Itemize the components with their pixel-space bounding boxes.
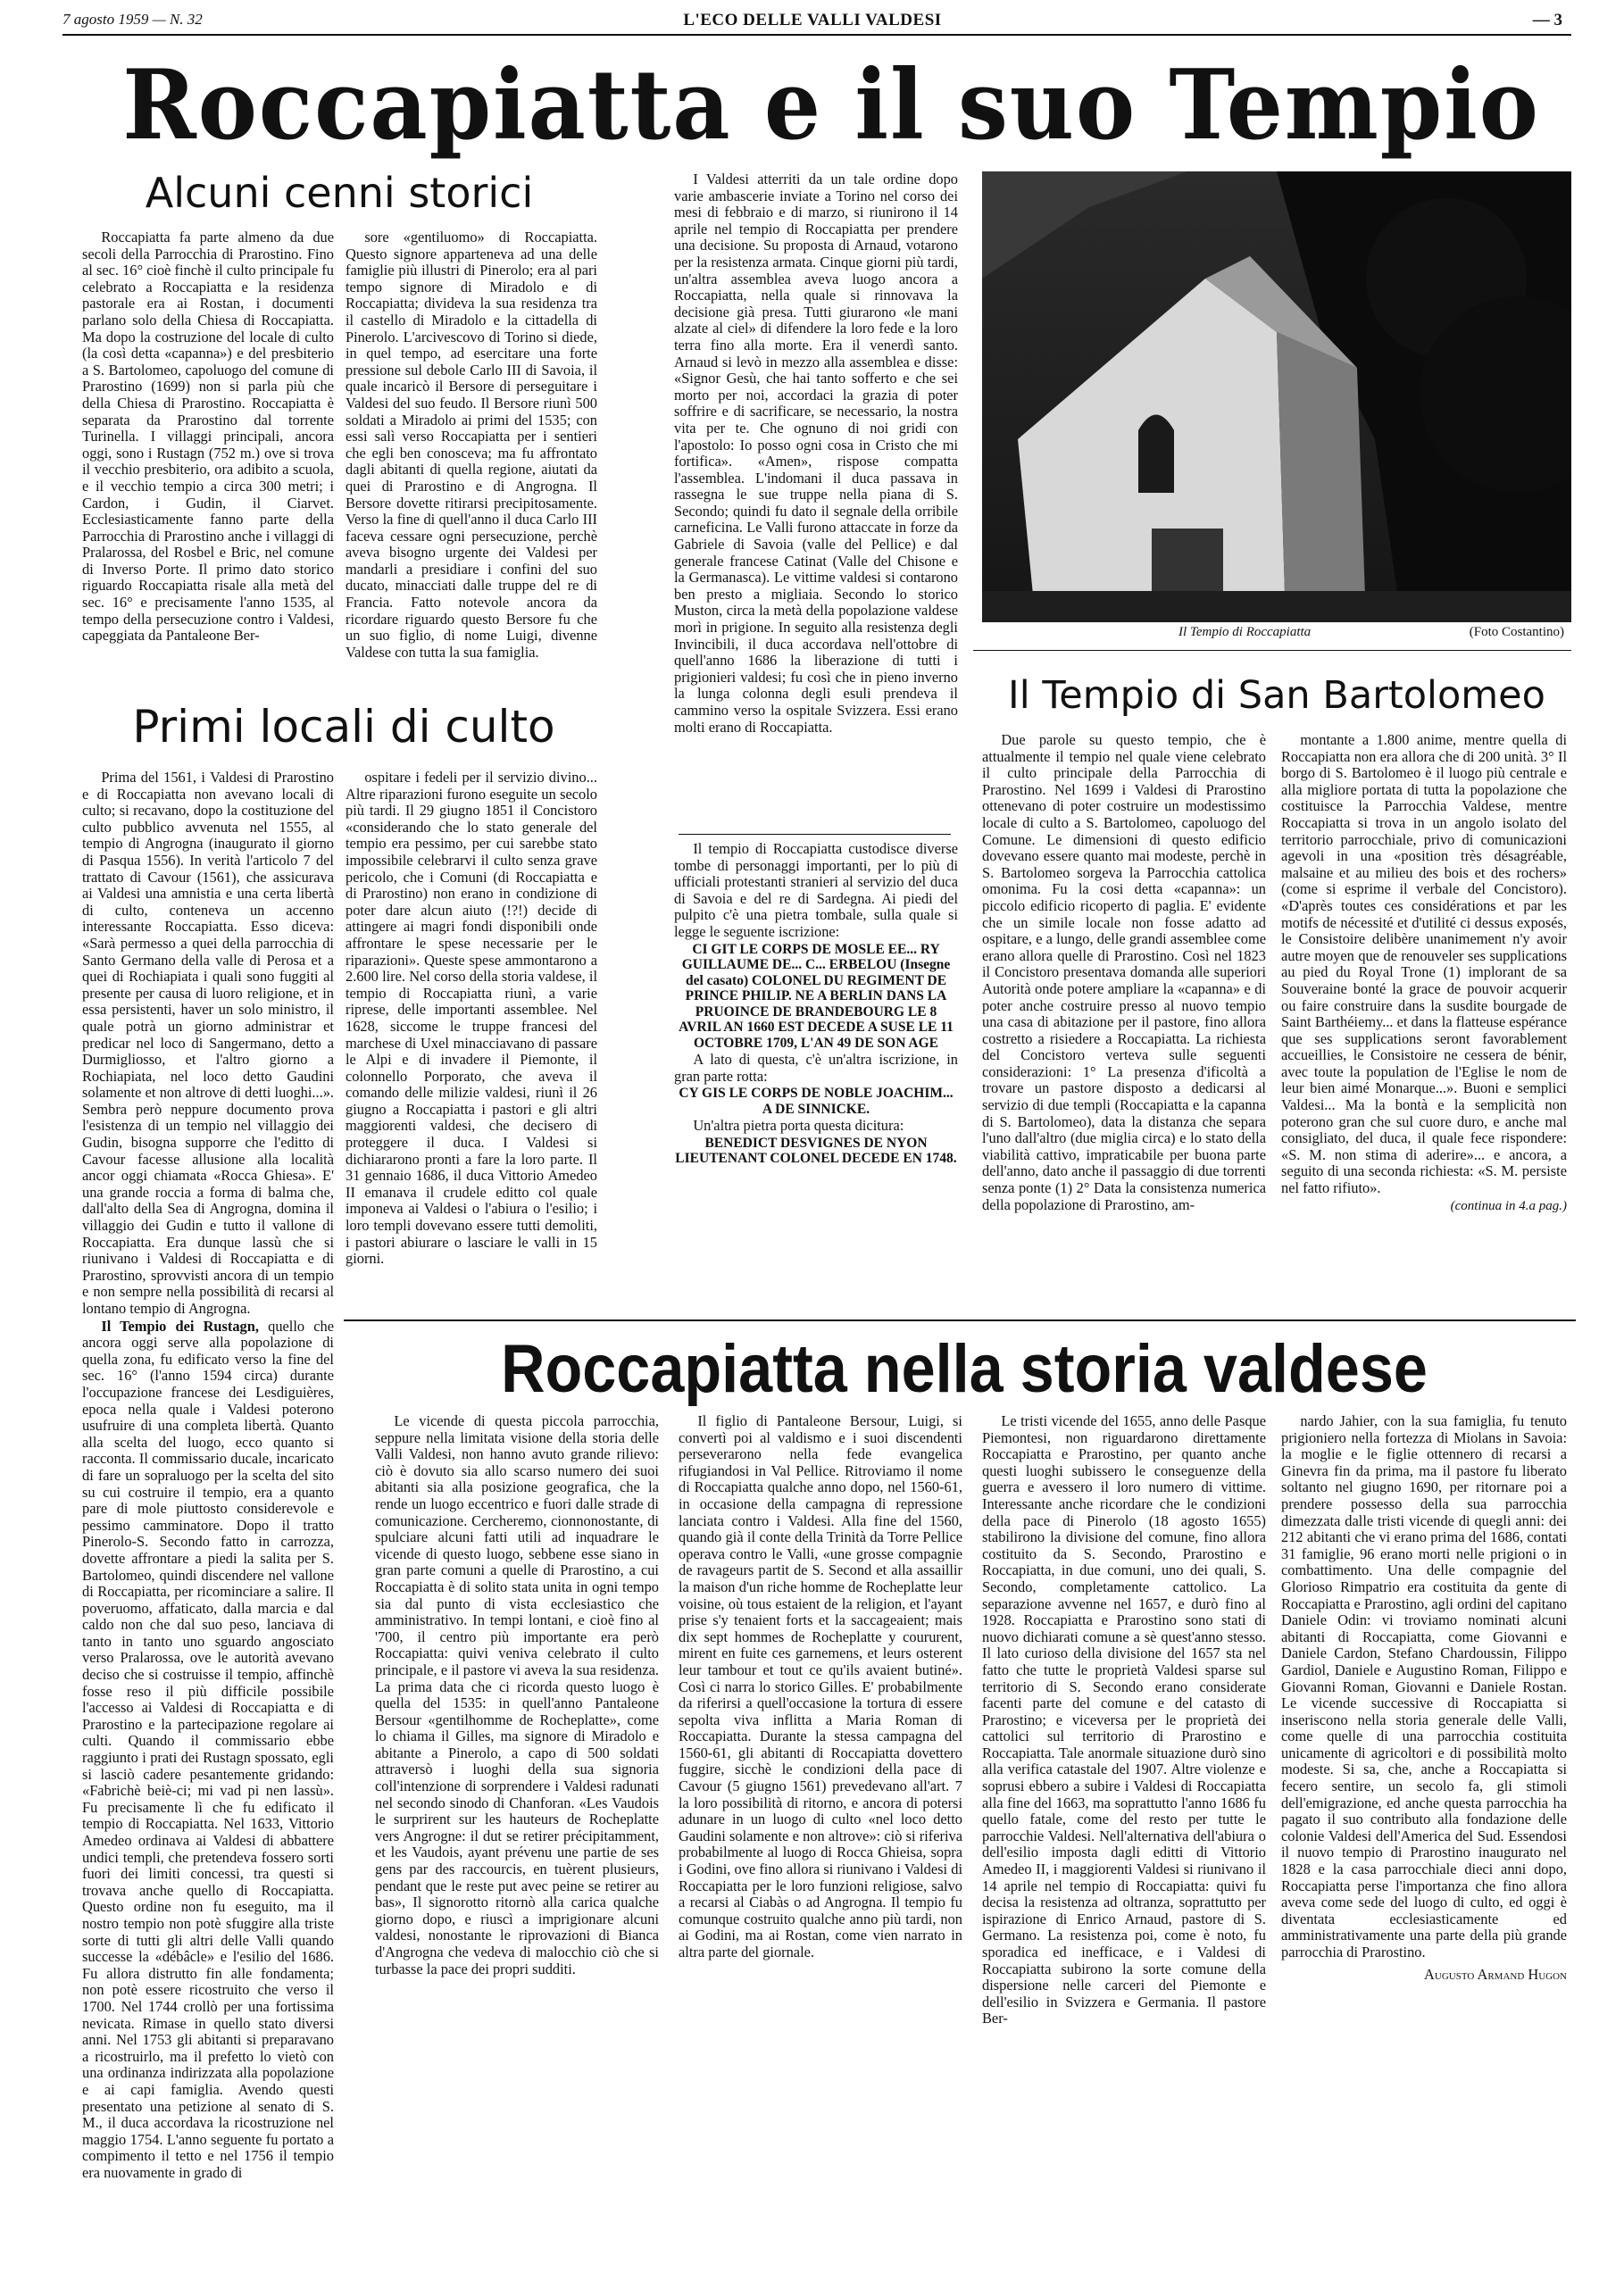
primi-column-2: ospitare i fedeli per il servizio divino... Altre riparazioni furono eseguite un secolo più tardi. Il 29 giugno 1851 il Concistoro «considerando che lo stato generale del tempio era pessimo, per cui sarebbe stato impossibile celebrarvi il culto senza grave pericolo, che i Comuni (di Roccapiatta e di Prarostino) non erano in condizione di poter dare alcun aiuto (!?!) decide di attingere ai magri fondi disponibili onde affrontare le spese necessarie per le riparazioni». Queste spese ammontarono a 2.600 lire. Nel corso della storia valdese, il tempio di Roccapiatta riunì, a varie riprese, delle importanti assemblee. Nel 1628, siccome le truppe francesi del marchese di Uxel minacciavano di passare le Alpi e di invadere il Piemonte, il colonnello Porporato, che aveva il comando delle milizie valdesi, riunì il 26 giugno a Roccapiatta i pastori e gli altri maggiorenti valdesi, che decisero di proteggere il duca. I Valdesi si dichiararono pronti a fare la loro parte. Il 31 gennaio 1686, il duca Vittorio Amedeo II emanava il crudele editto col quale imponeva ai Valdesi o l'abiura o l'esilio; i loro templi dovevano essere tutti demoliti, i pastori abiurare o lasciare le valli in 15 giorni. [346,770,597,1268]
masthead-rule [62,34,1571,36]
photo-tempio-roccapiatta [982,171,1571,622]
storia-column-4: nardo Jahier, con la sua famiglia, fu tenuto prigioniero nella fortezza di Miolans in Savoia: la moglie e le figlie ottennero di recarsi a Ginevra fin da prima, ma il pastore fu liberato soltanto nel giugno 1690, per ritornare poi a prendere possesso della sua parrocchia dimezzata dalle tristi vicende di quegli anni: dei 212 abitanti che vi erano prima del 1686, contati 31 famiglie, 96 erano morti nelle prigioni o in combattimento. Una delle compagnie del Glorioso Rimpatrio era costituita da gente di Roccapiatta e Prarostino, agli ordini del capitano Daniele Odin: vi troviamo nominati alcuni abitanti di Roccapiatta, come Giovanni e Daniele Cardon, Stefano Chardoussin, Filippo Gardiol, Daniele e Augustino Roman, Filippo e Giovanni Roman, Giovanni e Daniele Rostan. Le vicende successive di Roccapiatta si inseriscono nella storia generale delle Valli, come quelle di una parrocchia costituita unicamente di agricoltori e di possibilità molto modeste. Si sa, che, anche a Roccapiatta si fecero sentire, un secolo fa, gli stimoli dell'emigrazione, ed anche questa parrocchia ha pagato il suo contributo alla fondazione delle colonie Valdesi dell'America del Sud. Essendosi il nuovo tempio di Prarostino inaugurato nel 1828 e la casa parrocchiale dieci anni dopo, Roccapiatta perse l'importanza che fino allora aveva come sede del luogo di culto, ed oggi è diventata ecclesiasticamente ed amministrativamente una parte della più grande parrocchia di Prarostino. Augusto Armand Hugon [1281,1413,1567,1983]
photo-bottom-rule [973,650,1571,651]
storia-column-3: Le tristi vicende del 1655, anno delle Pasque Piemontesi, non riguardarono direttamente Roccapiatta e Prarostino, per quanto anche questi luoghi subissero le conseguenze della guerra e avessero il loro numero di vittime. Interessante anche ricordare che le condizioni della pace di Pinerolo (18 agosto 1655) stabilirono la divisione del comune, fino allora costituito da S. Secondo, Prarostino e Roccapiatta, in due comuni, uno dei quali, S. Secondo, completamente cattolico. La separazione avvenne nel 1657, e durò fino al 1928. Roccapiatta e Prarostino sono stati di nuovo dichiarati comune a sè quest'anno stesso. Il lato curioso della divisione del 1657 sta nel fatto che tutte le proprietà Valdesi sparse sul territorio di S. Secondo erano considerate facenti parte del comune e del catasto di Prarostino; e viceversa per le proprietà dei cattolici sul territorio di Prarostino e Roccapiatta. Tale anormale situazione durò sino alla verifica catastale del 1907. Altre violenze e soprusi ebbero a subire i Valdesi di Roccapiatta alla fine del 1663, ma soprattutto l'anno 1686 fu quello fatale, come del resto per tutte le parrocchie Valdesi. Nell'alternativa dell'abiura o dell'esilio imposta dagli editti di Vittorio Amedeo II, i maggiorenti Valdesi si riunivano il 14 aprile nel tempio di Roccapiatta: quivi fu decisa la resistenza ad oltranza, soprattutto per ispirazione di Enrico Arnaud, pastore di S. Germano. La resistenza poi, come è noto, fu sporadica ed inefficace, e i Valdesi di Roccapiatta subirono la sorte comune della dispersione nelle carceri del Piemonte e dell'esilio in Svizzera e Germania. Il pastore Ber- [982,1413,1266,2027]
storia-column-1: Le vicende di questa piccola parrocchia, seppure nella limitata visione della storia delle Valli Valdesi, non hanno avuto grande rilievo: ciò è dovuto sia allo scarso numero dei suoi abitanti sia alla posizione geografica, che la rende un luogo eccentrico e fuori dalle strade di comunicazione. Cercheremo, cionnonostante, di spulciare alcuni fatti utili ad inquadrare le vicende di questo luogo, sebbene esse siano in gran parte comuni a quelle di Prarostino, a cui Roccapiatta è di solito stata unita in ogni tempo sia dal punto di vista ecclesiastico che amministrativo. In tempi lontani, e cioè fino al '700, il centro più importante era però Roccapiatta: quivi veniva celebrato il culto principale, e il pastore vi aveva la sua residenza. La prima data che ci ricorda questo luogo è quella del 1535: in quell'anno Pantaleone Bersour «gentilhomme de Rocheplatte», come lo chiama il Gilles, ma signore di Miradolo e abitante a Pinerolo, a capo di 500 soldati attraversò i luoghi della sua signoria coll'intenzione di sorprendere i Valdesi radunati nel secondo sinodo di Chanforan. «Les Vaudois le surprirent sur les hauteurs de Rocheplatte vers Angrogne: il dut se retirer précipitamment, et les Vaudois, ayant prévenu une partie de ses gens par des raccourcis, en tuèrent plusieurs, pendant que le reste put avec peine se retirer au bas», Il signorotto ritornò alla carica qualche giorno dopo, e riuscì a imprigionare alcuni valdesi, nonostante le riprovazioni di Bianca d'Angrogna che vedeva di malocchio ciò che si turbasse la pace dei propri sudditi. [375,1413,659,1977]
newspaper-name: L'ECO DELLE VALLI VALDESI [683,11,942,29]
storia-top-rule [344,1319,1576,1321]
tomb-inscription-2: CY GIS LE CORPS DE NOBLE JOACHIM... A DE SINNICKE. [679,1086,954,1117]
cenni-column-1: Roccapiatta fa parte almeno da due secoli della Parrocchia di Prarostino. Fino al sec. 16° cioè finchè il culto principale fu celebrato a Roccapiatta e la residenza pastorale era ai Rostan, i documenti parlano solo della Chiesa di Roccapiatta. Ma dopo la costruzione del locale di culto (la così detta «capanna») e del presbiterio a S. Bartolomeo, capoluogo del comune di Prarostino (1699) non si parla più che della Chiesa di Prarostino. Roccapiatta è separata da Prarostino dal torrente Turinella. I villaggi principali, ancora oggi, sono i Rustagn (752 m.) ove si trova il vecchio presbiterio, ora adibito a scuola, e il vecchio tempio a circa 300 metri; i Cardon, i Gudin, il Ciarvet. Ecclesiasticamente fanno parte della Parrocchia di Prarostino anche i villaggi di Pralarossa, del Rosbel e Bric, nel comune di Inverso Porte. Il primo dato storico riguardo Roccapiatta risale alla metà del sec. 16° e precisamente l'anno 1535, al tempo della persecuzione contro i Valdesi, capeggiata da Pantaleone Ber- [82,229,334,645]
tomb-inscription-1: CI GIT LE CORPS DE MOSLE EE... RY GUILLAUME DE... C... ERBELOU (Insegne del casato) COLONEL DU REGIMENT DE PRINCE PHILIP. NE A BERLIN DANS LA PRUOINCE DE BRANDEBOURG LE 8 AVRIL AN 1660 EST DECEDE A SUSE LE 11 OCTOBRE 1709, L'AN 49 DE SON AGE [679,941,954,1051]
bartolomeo-column-2: montante a 1.800 anime, mentre quella di Roccapiatta non era allora che di 200 unità. 3° Il borgo di S. Bartolomeo è il luogo più centrale e alla migliore portata di tutta la popolazione che costituisce la Parrocchia Valdese, mentre Roccapiatta si trova in un angolo isolato del territorio parrocchiale, privo di comunicazioni agevoli in una «position très désagréable, malsaine et au milieu des bois et des rochers» (come si esprime il verbale del Concistoro). «D'après toutes ces considérations et par les motifs de nécessité et d'utilité ci dessus exposés, le Consistoire delibère unanimement n'y avoir autre moyen que de renouveler ses supplications au pied du Royal Trone (1) implorant de sa Souveraine bonté la grace de pouvoir acquerir ou faire construire dans la susdite bourgade de Saint Barthéiemy... et dans la flatteuse espérance que ses supplications seront favorablement accueillies, le Consistoire ne cessera de bénir, avec toute la population de l'Eglise le nom de leur bien aimé Monarque...». Buoni e semplici Valdesi... Ma la bontà e la semplicità non poterono gran che sul cuore duro, e anche mal consigliato, del duca, il quale fece rispondere: «S. M. non stima di aderire»... e ancora, a seguito di una seconda richiesta: «S. M. persiste nel fatto rifiuto». (continua in 4.a pag.) [1281,732,1567,1213]
photo-credit: (Foto Costantino) [1469,625,1564,639]
primi-column-1: Prima del 1561, i Valdesi di Prarostino e di Roccapiatta non avevano locali di culto; si recavano, dopo la costituzione del culto pubblico avvenuta nel 1555, al tempio di Angrogna (inaugurato il giorno di Pasqua 1556). In verità l'articolo 7 del trattato di Cavour (1561), che assicurava ai Valdesi una amnistia e una certa libertà di culto, conteneva un accenno interessante Roccapiatta. Esso diceva: «Sarà permesso a quei della parrocchia di Santo Germano della valle di Perosa et a quei di Rochiapiata i quali sono fuggiti al presente per causa di luoro religione, et in essa persistenti, haver un solo ministro, il quale potrà un giorno administrar et predicar nel loco di Sangermano, detto a Durmigliosso, et l'altro giorno a Rochiapiata, nel loco detto Gaudini solamente et non altrove di detti luoghi...». Sembra però neppure documento prova l'esistenza di un tempio nel villaggio dei Gudin, bisogna supporre che l'editto di Cavour facesse allusione alla località ancor oggi chiamata «Rocca Ghiesa». E' una grande roccia a forma di balma che, dall'alto della Sea di Angrogna, domina il villaggio dei Gudin e tutto il vallone di Roccapiatta. Era dunque lassù che si riunivano i Valdesi di Roccapiatta e di Prarostino, sprovvisti ancora di un tempio e non sempre nella possibilità di recarsi al lontano tempio di Angrogna. Il Tempio dei Rustagn, quello che ancora oggi serve alla popolazione di quella zona, fu edificato verso la fine del sec. 16° (l'anno 1594 circa) durante l'occupazione francese dei Lesdiguières, epoca nella quale i Valdesi poterono usufruire di una completa libertà. Quanto alla scelta del luogo, ecco quanto si racconta. Il commissario ducale, incaricato di fare un sopraluogo per la scelta del sito su cui costruire il tempio, era a quanto pare di mole piuttosto considerevole e pessimo camminatore. Dopo il tratto Pinerolo-S. Secondo fatto in carrozza, dovette affrontare a piedi la salita per S. Bartolomeo, quindi discendere nel vallone di Roccapiatta, per ricominciare a salire. Il poveruomo, affaticato, dalla marcia e dal caldo non che dal suo peso, lanciava di tanto in tanto uno sguardo angosciato verso Pralarossa, ove le autorità avevano deciso che si costruisse il tempio, affinchè fosse reso il più difficile possibile l'accesso ai Valdesi di Roccapiatta e di Prarostino e la partecipazione regolare ai culti. Quando il commissario ebbe raggiunto i prati dei Rustagn spossato, egli si lasciò cadere pesantemente gridando: «Fabrichè beiè-ci; mi vad pi nen lassù». Fu precisamente lì che fu edificato il tempio di Roccapiatta. Nel 1633, Vittorio Amedeo ordinava ai Valdesi di abbattere undici templi, che pretendeva fossero sorti fuori dei limiti concessi, tra questi si trovava anche quello di Roccapiatta. Questo ordine non fu eseguito, ma il nostro tempio non potè sfuggire alla triste sorte di tutti gli altri delle Valli quando successe la «débâcle» e l'esilio del 1686. Fu allora distrutto fin alle fondamenta; non potè essere ricostruito che verso il 1700. Nel 1744 crollò per una fortissima nevicata. Rimase in quello stato diversi anni. Nel 1753 gli abitanti si preparavano a ricostruirlo, ma il prefetto lo vietò con una ordinanza indirizzata alla popolazione e ai capi famiglia. Avendo questi presentato una petizione al senato di S. M., il duca accordava la ricostruzione nel maggio 1754. L'anno seguente fu portato a compimento il tetto e nel 1756 il tempio era nuovamente in grado di [82,770,334,2181]
church-photo-graphic [982,171,1571,622]
bartolomeo-column-1: Due parole su questo tempio, che è attualmente il tempio nel quale viene celebrato il culto principale della Parrocchia di Prarostino. Nel 1699 i Valdesi di Prarostino ottenevano di poter costruire un modestissimo locale di culto a S. Bartolomeo, capoluogo del Comune. Le dimensioni di questo edificio dovevano essere quanto mai modeste, perchè in S. Bartolomeo sorgeva la Parrocchia cattolica omonima. Fu la cosi detta «capanna»: un piccolo edificio ricoperto di paglia. E' evidente che un simile locale non fosse adatto ad ospitare, e a lungo, delle grandi assemblee come erano allora quelle di Prarostino. Così nel 1823 il Concistoro presentava domanda alle superiori Autorità onde potere ampliare la «capanna» e di poter anche costruire presso al nuovo tempio una casa di abitazione per il pastore, fino allora costretto a risiedere a Roccapiatta. La richiesta del Concistoro verteva sulle seguenti considerazioni: 1° La presenza d'ificoltà a trovare un pastore disposto a dedicarsi al servizio di due templi (Roccapiatta e la capanna di S. Bartolomeo), data la distanza che separa l'uno dall'altro (due miglia circa) e lo stato della viabilità cattivo, impraticabile per buona parte dell'anno, dato anche il passaggio di due torrenti senza ponte (1) 2° Data la consistenza numerica della popolazione di Prarostino, am- [982,732,1266,1213]
author-signature: Augusto Armand Hugon [1424,1965,1567,1983]
heading-storia-valdese: Roccapiatta nella storia valdese [501,1331,1428,1407]
continued-note: (continua in 4.a pag.) [1450,1198,1567,1213]
heading-san-bartolomeo: Il Tempio di San Bartolomeo [1008,673,1545,718]
middle-divider [679,834,951,835]
heading-primi-locali: Primi locali di culto [132,701,555,753]
tomb-inscription-3: BENEDICT DESVIGNES DE NYON LIEUTENANT COLONEL DECEDE EN 1748. [675,1135,957,1167]
middle-column-top: I Valdesi atterriti da un tale ordine dopo varie ambascerie inviate a Torino nel corso dei mesi di febbraio e di marzo, si riunirono il 14 aprile nel tempio di Roccapiatta per prendere una decisione. Su proposta di Arnaud, votarono per la resistenza armata. Cinque giorni più tardi, un'altra assemblea aveva luogo ancora a Roccapiatta, nella quale si rinnovava la decisione già presa. Tutti giurarono «le mani alzate al ciel» di difendere la loro fede e la loro terra fino alla morte. Era il venerdì santo. Arnaud si levò in mezzo alla assemblea e disse: «Signor Gesù, che hai tanto sofferto e che sei morto per noi, accordaci la grazia di poter soffrire e di sacrificare, se necessario, la nostra vita per te. Che ognuno di noi gridi con l'apostolo: Io posso ogni cosa in Cristo che mi fortifica». «Amen», rispose compatta l'assemblea. L'indomani il duca passava in rassegna le sue truppe nella piana di S. Secondo; quindi fu dato il segnale della orribile carneficina. Le Valli furono attaccate in forze da Gabriele di Savoia (valle del Pellice) e dal generale francese Catinat (Valle del Chisone e la Germanasca). Le vittime valdesi si contarono ben presto a migliaia. Secondo lo storico Muston, circa la metà della popolazione valdese morì in prigione. In seguito alla resistenza degli Invincibili, il duca accordava nell'ottobre di quell'anno 1686 la liberazione di tutti i prigionieri valdesi; fu così che in pieno inverno la lunga colonna degli esuli prendeva il cammino verso la ospitale Svizzera. Essi erano molti erano di Roccapiatta. [674,171,958,736]
caption-text: Il Tempio di Roccapiatta [1178,625,1312,639]
main-title: Roccapiatta e il suo Tempio [122,49,1540,162]
page-number: — 3 [1532,11,1562,29]
storia-column-2: Il figlio di Pantaleone Bersour, Luigi, si convertì poi al valdismo e i suoi discendenti perseverarono nella fede evangelica rifugiandosi in Val Pellice. Ritroviamo il nome di Roccapiatta qualche anno dopo, nel 1560-61, in occasione della campagna di repressione lanciata contro i Valdesi. Alla fine del 1560, quando già il conte della Trinità da Torre Pellice operava contro le Valli, «une grosse compagnie de ravageurs partit de S. Second et alla assaillir la maison d'un riche homme de Rocheplatte leur voisine, où tous estaient de la religion, et l'ayant prise s'y tenaient forts et la saccageaient; mais dix sept hommes de Rocheplatte y coururent, mirent en fuite ces garnemens, et leurs osterent leur tambour et tout ce qu'ils avaient butiné». Così ci narra lo storico Gilles. E' probabilmente da riferirsi a quell'occasione la tortura di essere sepolta viva inflitta a Maria Roman di Roccapiatta. Durante la stessa campagna del 1560-61, gli abitanti di Roccapiatta dovettero fuggire, sicchè le condizioni della pace di Cavour (5 giugno 1561) prevedevano all'art. 7 la loro possibilità di ritorno, e ancora di potersi adunare in un luogo di culto «nel loco detto Gaudini solamente e non altrove»: ciò si riferiva probabilmente al luogo di Rocca Ghieisa, sopra i Godini, ove fino allora si riunivano i Valdesi di Roccapiatta per le loro funzioni religiose, salvo a recarsi al Ciabàs o ad Angrogna. Il tempio fu comunque costruito qualche anno più tardi, non ai Godini, ma ai Rostan, come vien narrato in altra parte del giornale. [679,1413,962,1960]
heading-cenni-storici: Alcuni cenni storici [145,169,534,217]
tempio-rustagn-lead: Il Tempio dei Rustagn, [101,1317,259,1335]
issue-date: 7 agosto 1959 — N. 32 [62,11,203,28]
middle-column-bottom: Il tempio di Roccapiatta custodisce diverse tombe di personaggi importanti, per lo più di ufficiali protestanti stranieri al servizio del duca di Savoia e del re di Sardegna. Ai piedi del pulpito c'è una pietra tombale, sulla quale si legge le seguente iscrizione: CI GIT LE CORPS DE MOSLE EE... RY GUILLAUME DE... C... ERBELOU (Insegne del casato) COLONEL DU REGIMENT DE PRINCE PHILIP. NE A BERLIN DANS LA PRUOINCE DE BRANDEBOURG LE 8 AVRIL AN 1660 EST DECEDE A SUSE LE 11 OCTOBRE 1709, L'AN 49 DE SON AGE A lato di questa, c'è un'altra iscrizione, in gran parte rotta: CY GIS LE CORPS DE NOBLE JOACHIM... A DE SINNICKE. Un'altra pietra porta questa dicitura: BENEDICT DESVIGNES DE NYON LIEUTENANT COLONEL DECEDE EN 1748. [674,841,958,1167]
cenni-column-2: sore «gentiluomo» di Roccapiatta. Questo signore apparteneva ad una delle famiglie più illustri di Pinerolo; era al pari tempo signore di Miradolo e di Roccapiatta; divideva la sua residenza tra il castello di Miradolo e la cittadella di Pinerolo. L'arcivescovo di Torino si diede, in quel tempo, ad esercitare una forte pressione sul debole Carlo III di Savoia, il quale incaricò il Bersore di perseguitare i Valdesi del suo feudo. Il Bersore riunì 500 soldati a Miradolo ai primi del 1535; con essi salì verso Roccapiatta per i sentieri che egli ben conosceva; ma fu affrontato dagli abitanti di quella regione, aiutati da quei di Prarostino e di Angrogna. Il Bersore dovette ritirarsi precipitosamente. Verso la fine di quell'anno il duca Carlo III faceva cessare ogni persecuzione, perchè aveva bisogno urgente dei Valdesi per mandarli a presidiare i confini del suo ducato, minacciati dalle truppe del re di Francia. Fatto notevole ancora da ricordare riguardo questo Bersore fu che un suo figlio, di nome Luigi, divenne Valdese con tutta la sua famiglia. [346,229,597,661]
masthead [62,11,1562,30]
